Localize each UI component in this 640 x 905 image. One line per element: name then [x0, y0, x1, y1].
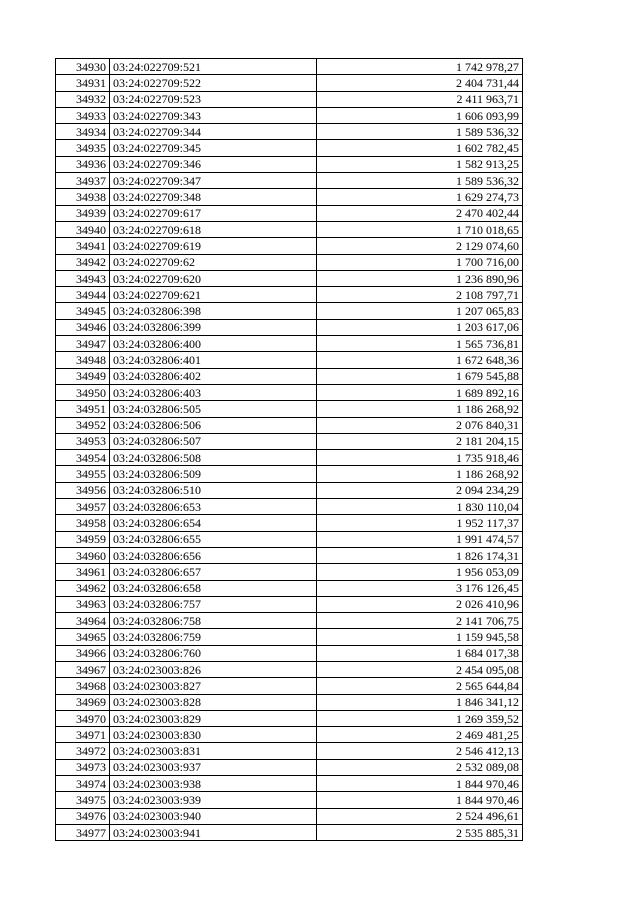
cadastral-value-cell: 1 684 017,38 [317, 645, 523, 661]
cadastral-number-cell: 03:24:032806:399 [110, 319, 317, 335]
cadastral-value-cell: 1 700 716,00 [317, 254, 523, 270]
cadastral-number-cell: 03:24:032806:657 [110, 564, 317, 580]
table-row [56, 499, 523, 515]
cadastral-number-cell: 03:24:022709:346 [110, 156, 317, 172]
row-number-cell: 34939 [56, 205, 110, 221]
cadastral-value-cell: 2 076 840,31 [317, 417, 523, 433]
row-number-cell: 34953 [56, 433, 110, 449]
table-row [56, 613, 523, 629]
row-number-cell: 34971 [56, 727, 110, 743]
row-number-cell: 34970 [56, 710, 110, 726]
cadastral-value-cell: 1 629 274,73 [317, 189, 523, 205]
cadastral-number-cell: 03:24:032806:400 [110, 336, 317, 352]
table-row [56, 205, 523, 221]
table-row [56, 661, 523, 677]
cadastral-value-cell: 2 454 095,08 [317, 661, 523, 677]
table-row [56, 107, 523, 123]
row-number-cell: 34931 [56, 75, 110, 91]
table-row [56, 189, 523, 205]
table-row [56, 287, 523, 303]
row-number-cell: 34952 [56, 417, 110, 433]
table-row [56, 303, 523, 319]
row-number-cell: 34977 [56, 824, 110, 840]
row-number-cell: 34955 [56, 466, 110, 482]
table-row [56, 173, 523, 189]
cadastral-number-cell: 03:24:022709:521 [110, 59, 317, 75]
cadastral-number-cell: 03:24:023003:826 [110, 661, 317, 677]
cadastral-number-cell: 03:24:032806:658 [110, 580, 317, 596]
table-row [56, 727, 523, 743]
cadastral-number-cell: 03:24:022709:347 [110, 173, 317, 189]
table-row [56, 743, 523, 759]
row-number-cell: 34946 [56, 319, 110, 335]
cadastral-value-cell: 1 207 065,83 [317, 303, 523, 319]
table-row [56, 710, 523, 726]
cadastral-value-cell: 2 535 885,31 [317, 824, 523, 840]
cadastral-value-cell: 2 404 731,44 [317, 75, 523, 91]
table-row [56, 140, 523, 156]
table-row [56, 270, 523, 286]
cadastral-value-cell: 2 094 234,29 [317, 482, 523, 498]
table-row [56, 75, 523, 91]
cadastral-value-cell: 2 411 963,71 [317, 91, 523, 107]
cadastral-number-cell: 03:24:022709:619 [110, 238, 317, 254]
cadastral-value-cell: 2 108 797,71 [317, 287, 523, 303]
cadastral-number-cell: 03:24:022709:617 [110, 205, 317, 221]
table-row [56, 792, 523, 808]
row-number-cell: 34937 [56, 173, 110, 189]
table-row [56, 547, 523, 563]
cadastral-value-cell: 2 546 412,13 [317, 743, 523, 759]
cadastral-number-cell: 03:24:023003:937 [110, 759, 317, 775]
row-number-cell: 34967 [56, 661, 110, 677]
cadastral-number-cell: 03:24:032806:655 [110, 531, 317, 547]
row-number-cell: 34935 [56, 140, 110, 156]
cadastral-number-cell: 03:24:022709:621 [110, 287, 317, 303]
cadastral-value-cell: 1 186 268,92 [317, 401, 523, 417]
cadastral-value-cell: 2 532 089,08 [317, 759, 523, 775]
table-row [56, 645, 523, 661]
cadastral-value-cell: 1 826 174,31 [317, 547, 523, 563]
cadastral-number-cell: 03:24:032806:653 [110, 499, 317, 515]
row-number-cell: 34975 [56, 792, 110, 808]
cadastral-number-cell: 03:24:023003:828 [110, 694, 317, 710]
cadastral-number-cell: 03:24:022709:522 [110, 75, 317, 91]
table-row [56, 59, 523, 75]
row-number-cell: 34944 [56, 287, 110, 303]
cadastral-number-cell: 03:24:023003:830 [110, 727, 317, 743]
table-row [56, 596, 523, 612]
table-row [56, 336, 523, 352]
cadastral-number-cell: 03:24:032806:402 [110, 368, 317, 384]
row-number-cell: 34956 [56, 482, 110, 498]
table-row [56, 319, 523, 335]
row-number-cell: 34936 [56, 156, 110, 172]
table-row [56, 824, 523, 840]
row-number-cell: 34941 [56, 238, 110, 254]
cadastral-number-cell: 03:24:032806:758 [110, 613, 317, 629]
table-row [56, 401, 523, 417]
cadastral-value-cell: 1 991 474,57 [317, 531, 523, 547]
cadastral-value-cell: 1 679 545,88 [317, 368, 523, 384]
cadastral-number-cell: 03:24:022709:620 [110, 270, 317, 286]
cadastral-number-cell: 03:24:032806:505 [110, 401, 317, 417]
row-number-cell: 34954 [56, 450, 110, 466]
cadastral-value-cell: 2 181 204,15 [317, 433, 523, 449]
cadastral-value-cell: 1 956 053,09 [317, 564, 523, 580]
row-number-cell: 34969 [56, 694, 110, 710]
cadastral-number-cell: 03:24:032806:510 [110, 482, 317, 498]
cadastral-number-cell: 03:24:022709:343 [110, 107, 317, 123]
cadastral-number-cell: 03:24:022709:345 [110, 140, 317, 156]
cadastral-value-cell: 1 844 970,46 [317, 792, 523, 808]
cadastral-value-cell: 1 159 945,58 [317, 629, 523, 645]
row-number-cell: 34962 [56, 580, 110, 596]
table-row [56, 678, 523, 694]
table-row [56, 466, 523, 482]
cadastral-value-cell: 2 129 074,60 [317, 238, 523, 254]
cadastral-number-cell: 03:24:023003:941 [110, 824, 317, 840]
cadastral-value-cell: 2 469 481,25 [317, 727, 523, 743]
table-row [56, 91, 523, 107]
table-row [56, 694, 523, 710]
cadastral-value-cell: 2 141 706,75 [317, 613, 523, 629]
table-row [56, 515, 523, 531]
table-row [56, 564, 523, 580]
row-number-cell: 34966 [56, 645, 110, 661]
row-number-cell: 34964 [56, 613, 110, 629]
row-number-cell: 34949 [56, 368, 110, 384]
table-row [56, 124, 523, 140]
row-number-cell: 34932 [56, 91, 110, 107]
row-number-cell: 34948 [56, 352, 110, 368]
row-number-cell: 34930 [56, 59, 110, 75]
row-number-cell: 34963 [56, 596, 110, 612]
table-row [56, 156, 523, 172]
table-row [56, 221, 523, 237]
row-number-cell: 34933 [56, 107, 110, 123]
table-row [56, 580, 523, 596]
cadastral-number-cell: 03:24:032806:398 [110, 303, 317, 319]
table-row [56, 808, 523, 824]
cadastral-value-cell: 1 710 018,65 [317, 221, 523, 237]
cadastral-number-cell: 03:24:023003:831 [110, 743, 317, 759]
table-body [56, 59, 523, 841]
cadastral-number-cell: 03:24:023003:940 [110, 808, 317, 824]
row-number-cell: 34974 [56, 776, 110, 792]
cadastral-value-cell: 1 830 110,04 [317, 499, 523, 515]
cadastral-value-cell: 1 846 341,12 [317, 694, 523, 710]
cadastral-value-cell: 3 176 126,45 [317, 580, 523, 596]
table-row [56, 254, 523, 270]
cadastral-value-cell: 1 236 890,96 [317, 270, 523, 286]
cadastral-value-cell: 1 582 913,25 [317, 156, 523, 172]
cadastral-value-table [55, 58, 523, 841]
row-number-cell: 34943 [56, 270, 110, 286]
table-row [56, 238, 523, 254]
cadastral-number-cell: 03:24:032806:760 [110, 645, 317, 661]
table-row [56, 384, 523, 400]
table-row [56, 776, 523, 792]
row-number-cell: 34938 [56, 189, 110, 205]
cadastral-number-cell: 03:24:022709:344 [110, 124, 317, 140]
row-number-cell: 34947 [56, 336, 110, 352]
cadastral-number-cell: 03:24:023003:939 [110, 792, 317, 808]
cadastral-number-cell: 03:24:032806:401 [110, 352, 317, 368]
cadastral-value-cell: 1 735 918,46 [317, 450, 523, 466]
cadastral-number-cell: 03:24:032806:654 [110, 515, 317, 531]
cadastral-value-cell: 1 269 359,52 [317, 710, 523, 726]
table-row [56, 482, 523, 498]
cadastral-number-cell: 03:24:032806:507 [110, 433, 317, 449]
row-number-cell: 34945 [56, 303, 110, 319]
cadastral-number-cell: 03:24:023003:829 [110, 710, 317, 726]
row-number-cell: 34959 [56, 531, 110, 547]
cadastral-number-cell: 03:24:022709:348 [110, 189, 317, 205]
row-number-cell: 34960 [56, 547, 110, 563]
cadastral-number-cell: 03:24:032806:403 [110, 384, 317, 400]
cadastral-value-cell: 1 742 978,27 [317, 59, 523, 75]
cadastral-value-cell: 2 524 496,61 [317, 808, 523, 824]
cadastral-value-cell: 1 672 648,36 [317, 352, 523, 368]
table-row [56, 433, 523, 449]
table-row [56, 531, 523, 547]
cadastral-value-cell: 1 952 117,37 [317, 515, 523, 531]
row-number-cell: 34940 [56, 221, 110, 237]
cadastral-value-cell: 1 565 736,81 [317, 336, 523, 352]
row-number-cell: 34973 [56, 759, 110, 775]
row-number-cell: 34965 [56, 629, 110, 645]
cadastral-value-cell: 1 689 892,16 [317, 384, 523, 400]
table-row [56, 352, 523, 368]
cadastral-value-cell: 1 186 268,92 [317, 466, 523, 482]
cadastral-value-cell: 2 565 644,84 [317, 678, 523, 694]
row-number-cell: 34976 [56, 808, 110, 824]
table-row [56, 368, 523, 384]
cadastral-value-cell: 1 606 093,99 [317, 107, 523, 123]
row-number-cell: 34957 [56, 499, 110, 515]
cadastral-number-cell: 03:24:032806:506 [110, 417, 317, 433]
cadastral-value-cell: 1 203 617,06 [317, 319, 523, 335]
table-row [56, 629, 523, 645]
cadastral-number-cell: 03:24:022709:62 [110, 254, 317, 270]
cadastral-value-cell: 1 589 536,32 [317, 173, 523, 189]
cadastral-number-cell: 03:24:032806:508 [110, 450, 317, 466]
table-row [56, 759, 523, 775]
table-row [56, 450, 523, 466]
cadastral-number-cell: 03:24:023003:938 [110, 776, 317, 792]
cadastral-number-cell: 03:24:032806:757 [110, 596, 317, 612]
cadastral-value-cell: 1 589 536,32 [317, 124, 523, 140]
cadastral-number-cell: 03:24:032806:759 [110, 629, 317, 645]
row-number-cell: 34958 [56, 515, 110, 531]
cadastral-value-cell: 1 844 970,46 [317, 776, 523, 792]
row-number-cell: 34961 [56, 564, 110, 580]
row-number-cell: 34968 [56, 678, 110, 694]
row-number-cell: 34950 [56, 384, 110, 400]
row-number-cell: 34972 [56, 743, 110, 759]
row-number-cell: 34951 [56, 401, 110, 417]
cadastral-value-cell: 1 602 782,45 [317, 140, 523, 156]
cadastral-number-cell: 03:24:032806:656 [110, 547, 317, 563]
row-number-cell: 34942 [56, 254, 110, 270]
table-row [56, 417, 523, 433]
cadastral-value-cell: 2 470 402,44 [317, 205, 523, 221]
cadastral-number-cell: 03:24:023003:827 [110, 678, 317, 694]
cadastral-number-cell: 03:24:032806:509 [110, 466, 317, 482]
cadastral-number-cell: 03:24:022709:618 [110, 221, 317, 237]
cadastral-value-cell: 2 026 410,96 [317, 596, 523, 612]
cadastral-number-cell: 03:24:022709:523 [110, 91, 317, 107]
row-number-cell: 34934 [56, 124, 110, 140]
